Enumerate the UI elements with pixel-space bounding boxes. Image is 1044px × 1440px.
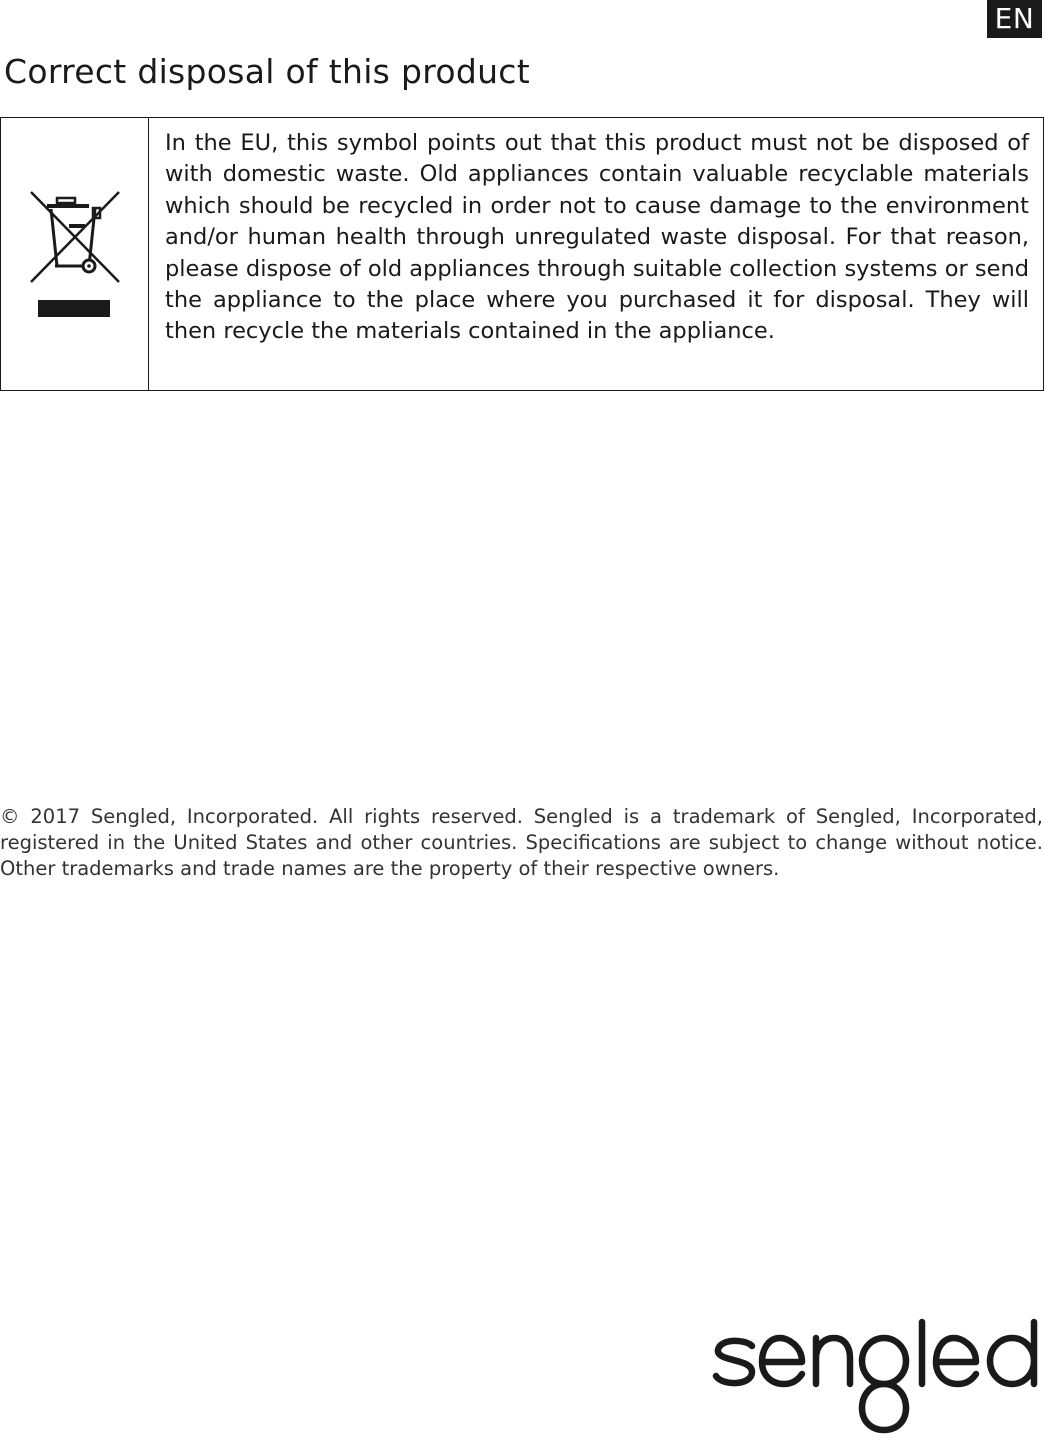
crossed-out-wheelie-bin-icon <box>27 188 123 338</box>
disposal-notice-box <box>0 117 1044 391</box>
disposal-text: In the EU, this symbol points out that this product must not be disposed of with domestic waste. Old appliances contain valuable recyclable materials which should be recycled in order not to cause damage to the environment and/or human health through unregulated waste disposal. For that reason, please dispose of old appliances through suitable collection systems or send the appliance to the place where you purchased it for disposal. They will then recycle the materials contained in the appliance. <box>165 130 1029 345</box>
copyright-notice: © 2017 Sengled, Incorporated. All rights reserved. Sengled is a trademark of Sengled, Incorporated, registered in the United States and other countries. Specifications are subject to change without notice. Other trademarks and trade names are the property of their respective owners. <box>0 805 1043 881</box>
page-title: Correct disposal of this product <box>4 52 530 91</box>
language-badge: EN <box>987 0 1042 38</box>
weee-symbol-cell <box>1 118 149 390</box>
sengled-logo <box>712 1318 1042 1440</box>
